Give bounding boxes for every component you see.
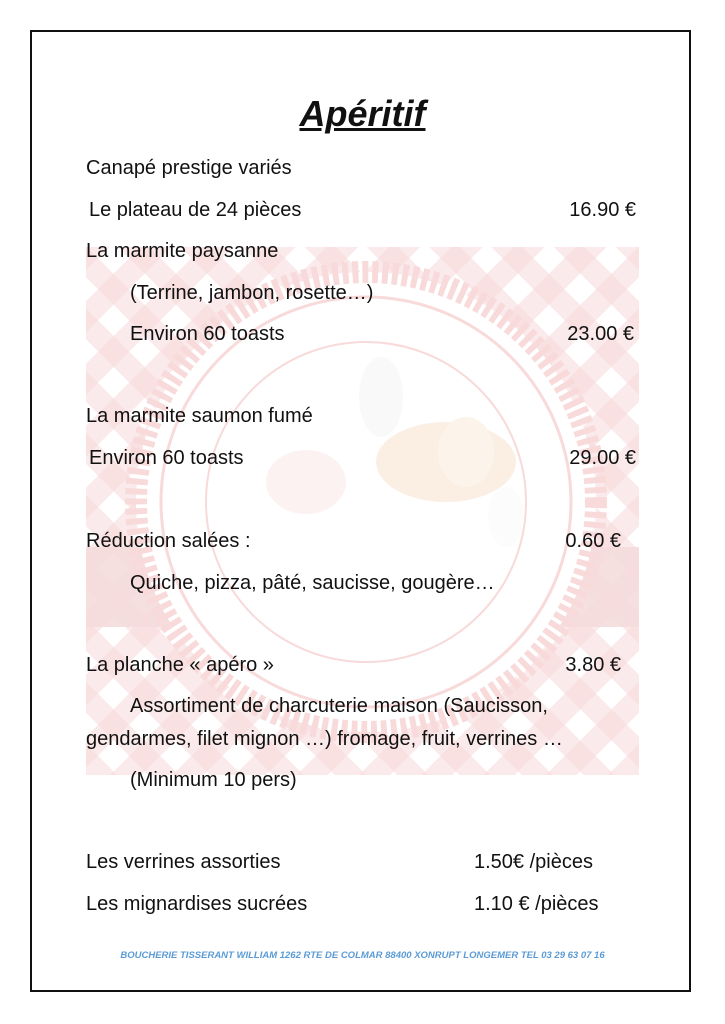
item-planche-price: 3.80 €	[565, 654, 621, 676]
item-plateau-label: Le plateau de 24 pièces	[89, 199, 302, 221]
page-title: Apéritif	[299, 93, 426, 134]
item-marmite-saumon-qty: Environ 60 toasts	[89, 447, 244, 469]
item-marmite-saumon-label: La marmite saumon fumé	[86, 405, 313, 427]
item-canape-label: Canapé prestige variés	[86, 157, 292, 179]
item-planche-label: La planche « apéro »	[86, 654, 274, 676]
item-mignardises-label: Les mignardises sucrées	[86, 893, 308, 915]
item-verrines-price: 1.50€ /pièces	[474, 851, 593, 873]
item-mignardises-price: 1.10 € /pièces	[474, 893, 599, 915]
footer-address: BOUCHERIE TISSERANT WILLIAM 1262 RTE DE COLMAR 88400 XONRUPT LONGEMER TEL 03 29 63 07 16	[120, 950, 605, 961]
item-marmite-paysanne-qty: Environ 60 toasts	[130, 323, 285, 345]
item-reduction-label: Réduction salées :	[86, 530, 251, 552]
item-marmite-saumon-price: 29.00 €	[569, 447, 636, 469]
item-marmite-paysanne-price: 23.00 €	[567, 323, 634, 345]
item-marmite-paysanne-detail: (Terrine, jambon, rosette…)	[130, 282, 374, 304]
item-marmite-paysanne-label: La marmite paysanne	[86, 240, 279, 262]
item-planche-detail-2: gendarmes, filet mignon …) fromage, fruit, verrines …	[86, 728, 563, 750]
item-reduction-detail: Quiche, pizza, pâté, saucisse, gougère…	[130, 572, 495, 594]
item-planche-detail-1: Assortiment de charcuterie maison (Saucisson,	[130, 695, 548, 717]
item-reduction-price: 0.60 €	[565, 530, 621, 552]
item-verrines-label: Les verrines assorties	[86, 851, 281, 873]
item-plateau-price: 16.90 €	[569, 199, 636, 221]
item-planche-minimum: (Minimum 10 pers)	[130, 769, 297, 791]
